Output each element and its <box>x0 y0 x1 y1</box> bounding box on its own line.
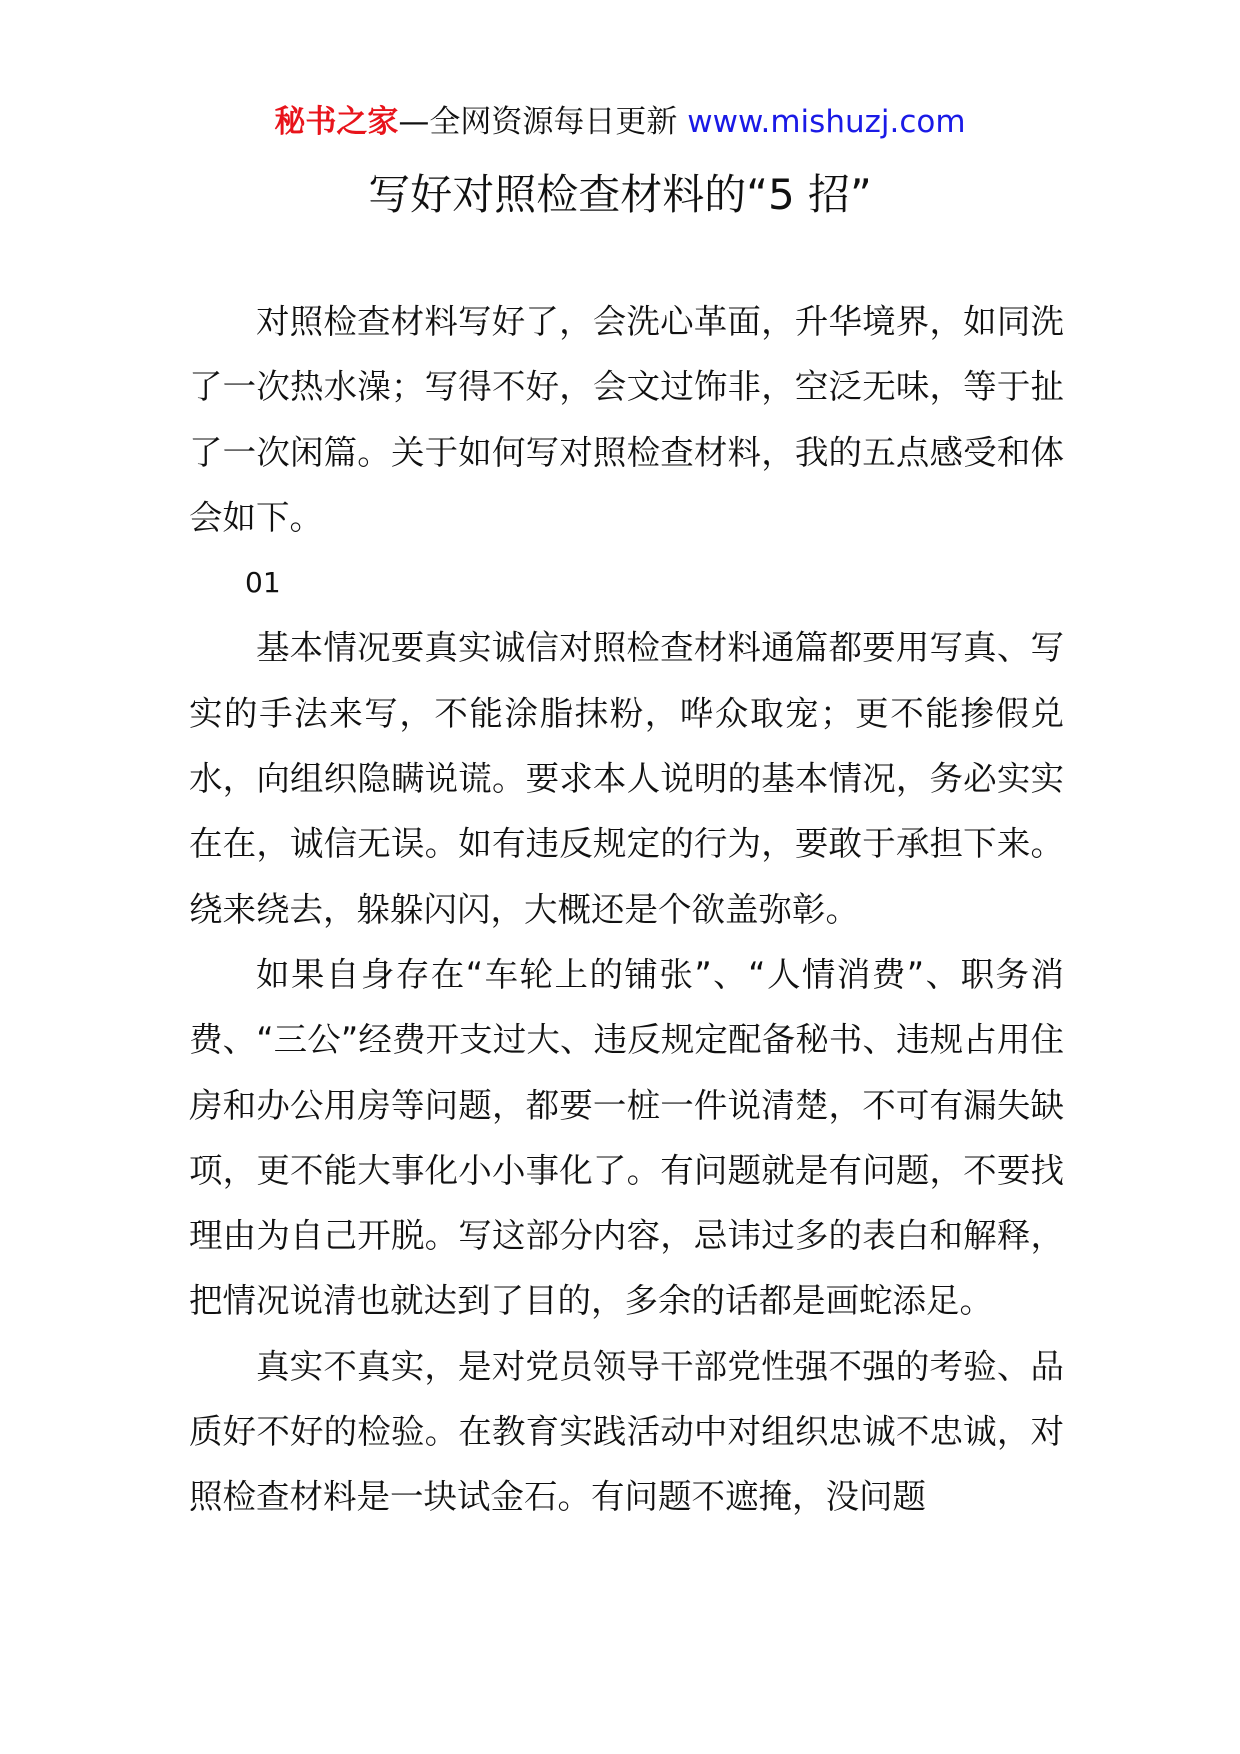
paragraph-authenticity: 真实不真实，是对党员领导干部党性强不强的考验、品质好不好的检验。在教育实践活动中对组织忠诚不忠诚，对照检查材料是一块试金石。有问题不遮掩，没问题 <box>189 1346 1064 1517</box>
brand-name: 秘书之家 <box>274 104 399 140</box>
section-number: 01 <box>245 566 281 600</box>
site-url-link[interactable]: www.mishuzj.com <box>687 104 966 140</box>
paragraph-intro: 对照检查材料写好了，会洗心革面，升华境界，如同洗了一次热水澡；写得不好，会文过饰非，空泛无味，等于扯了一次闲篇。关于如何写对照检查材料，我的五点感受和体会如下。 <box>189 302 1064 537</box>
paragraph-basic-info: 基本情况要真实诚信对照检查材料通篇都要用写真、写实的手法来写，不能涂脂抹粉，哗众取宠；更不能掺假兑水，向组织隐瞒说谎。要求本人说明的基本情况，务必实实在在，诚信无误。如有违反规定的行为，要敢于承担下来。绕来绕去，躲躲闪闪，大概还是个欲盖弥彰。 <box>189 628 1064 929</box>
document-title: 写好对照检查材料的“5 招” <box>368 170 872 219</box>
site-header <box>0 100 1240 144</box>
header-slogan: —全网资源每日更新 <box>398 104 678 140</box>
paragraph-problems: 如果自身存在“车轮上的铺张”、“人情消费”、职务消费、“三公”经费开支过大、违反规定配备秘书、违规占用住房和办公用房等问题，都要一桩一件说清楚，不可有漏失缺项，更不能大事化小小事化了。有问题就是有问题，不要找理由为自己开脱。写这部分内容，忌讳过多的表白和解释，把情况说清也就达到了目的，多余的话都是画蛇添足。 <box>189 954 1064 1321</box>
document-body <box>189 289 1064 1530</box>
